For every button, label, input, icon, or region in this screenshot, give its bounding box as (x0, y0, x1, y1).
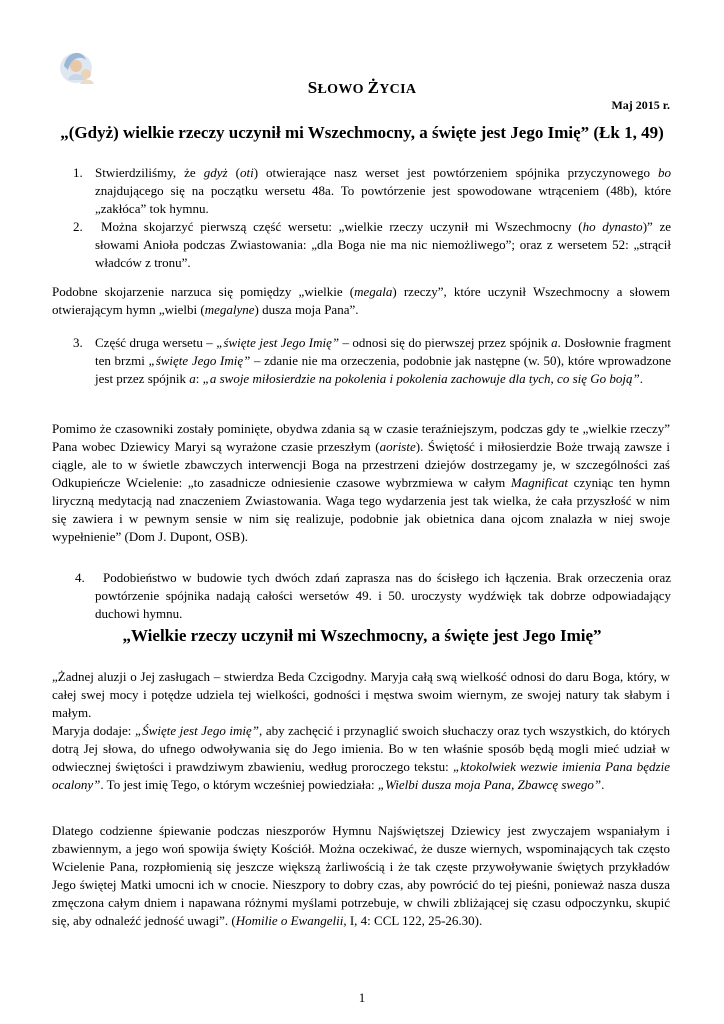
date-label: Maj 2015 r. (611, 98, 670, 112)
paragraph: Maryja dodaje: „Święte jest Jego imię”, aby zachęcić i przynaglić swoich słuchaczy oraz tych wszystkich, do których dotrą Jej słowa, do ufnego odwoływania się do Jego imienia. Bo w ten właśnie sposób będą mogli mieć udział w odwiecznej świętości i prawdziwym zbawieniu, według proroczego tekstu: „ktokolwiek wezwie imienia Pana będzie ocalony”. To jest imię Tego, o którym wcześniej powiedziała: „Wielbi dusza moja Pana, Zbawcę swego”. (52, 723, 670, 792)
paragraph: Podobne skojarzenie narzuca się pomiędzy „wielkie (megala) rzeczy”, które uczynił Wszechmocny a słowem otwierającym hymn „wielbi (megalyne) dusza moja Pana”. (52, 284, 670, 317)
list-number: 3. (73, 335, 83, 350)
paragraph: Dlatego codzienne śpiewanie podczas nieszporów Hymnu Najświętszej Dziewicy jest zwyczajem wspaniałym i zbawiennym, a jego woń spowija święty Kościół. Można oczekiwać, że dusze wiernych, wspominających tak często Wcielenie Pana, rozpłomienią się jeszcze większą żarliwością i że tak częste przywoływanie świętych przykładów Jego świętej Matki umocni ich w cnocie. Nieszpory to dobry czas, aby powrócić do tej pieśni, ponieważ nasza dusza zmęczona całym dniem i napawana różnymi myślami potrzebuje, w chwili zbliżającej się czasu odpoczynku, skupić się, aby odnaleźć jedność uwagi”. (Homilie o Ewangelii, I, 4: CCL 122, 25-26.30). (52, 823, 670, 928)
list-item: Stwierdziliśmy, że gdyż (oti) otwierające nasz werset jest powtórzeniem spójnika przyczynowego bo znajdującego się na początku wersetu 48a. To powtórzenie jest spowodowane wtrąceniem (48b), które „zakłóca” tok hymnu. (95, 165, 671, 216)
page-number: 1 (358, 990, 366, 1005)
paragraph: Pomimo że czasowniki zostały pominięte, obydwa zdania są w czasie teraźniejszym, podczas gdy te „wielkie rzeczy” Pana wobec Dziewicy Maryi są wyrażone czasie przeszłym (aoriste). Świętość i miłosierdzie Boże trwają zawsze i ciągle, ale to w świetle zbawczych interwencji Boga na przestrzeni dziejów dostrzegamy je, w szczególności zaś Odkupieńcze Wcielenie: „to zasadnicze odniesienie czasowe wybrzmiewa w całym Magnificat czyniąc ten hymn liryczną medytacją nad znaczeniem Zwiastowania. Waga tego wydarzenia jest tak wielka, że cała przyszłość w nim się zawiera i w pewnym sensie w nim się realizuje, podobnie jak obietnica dana ojcom znalazła w niej swoje wypełnienie” (Dom J. Dupont, OSB). (52, 421, 670, 544)
main-heading: „(Gdyż) wielkie rzeczy uczynił mi Wszechmocny, a święte jest Jego Imię” (Łk 1, 49) (60, 123, 664, 142)
list-number: 2. (73, 219, 83, 234)
list-item: Część druga wersetu – „święte jest Jego Imię” – odnosi się do pierwszej przez spójnik a. Dosłownie fragment ten brzmi „święte Jego Imię” – zdanie nie ma orzeczenia, podobnie jak następne (w. 50), które wprowadzone jest przez spójnik a: „a swoje miłosierdzie na pokolenia i pokolenia zachowuje dla tych, co się Go boją”. (95, 335, 671, 386)
list-item: Można skojarzyć pierwszą część wersetu: „wielkie rzeczy uczynił mi Wszechmocny (ho dynasto)” ze słowami Anioła podczas Zwiastowania: „dla Boga nie ma nic niemożliwego”; oraz z wersetem 52: „strącił władców z tronu”. (95, 219, 671, 270)
paragraph: „Żadnej aluzji o Jej zasługach – stwierdza Beda Czcigodny. Maryja całą swą wielkość odnosi do daru Boga, który, w całej swej mocy i potędze udziela tej wielkości, godności i męstwa swoim wiernym, ze swojej natury tak słabym i małym. (52, 669, 670, 720)
list-item: Podobieństwo w budowie tych dwóch zdań zaprasza nas do ścisłego ich łączenia. Brak orzeczenia oraz powtórzenie spójnika nadają całości wersetów 49. i 50. uroczysty wydźwięk tak dobrze odpowiadający duchowi hymnu. (95, 570, 671, 621)
section-heading: „Wielkie rzeczy uczynił mi Wszechmocny, a święte jest Jego Imię” (122, 626, 602, 645)
page-title: SŁOWO ŻYCIA (307, 78, 417, 97)
list-number: 1. (73, 165, 83, 180)
list-number: 4. (75, 570, 85, 585)
